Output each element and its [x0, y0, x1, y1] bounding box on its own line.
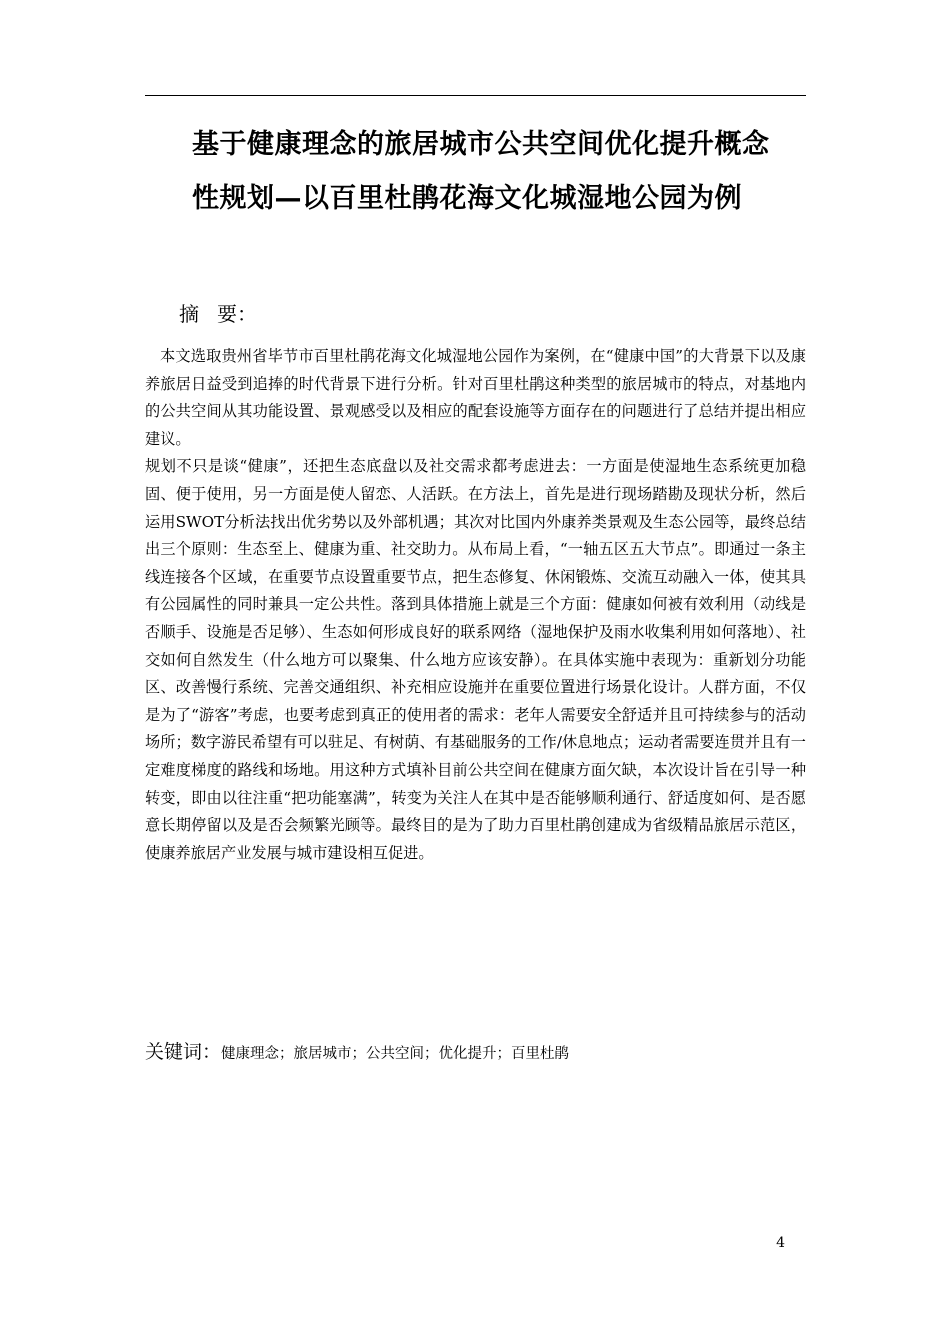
abstract-paragraph-1: 本文选取贵州省毕节市百里杜鹃花海文化城湿地公园作为案例，在“健康中国”的大背景下以及康养旅居日益受到追捧的时代背景下进行分析。针对百里杜鹃这种类型的旅居城市的特点，对基地内的公共空间从其功能设置、景观感受以及相应的配套设施等方面存在的问题进行了总结并提出相应建议。: [145, 347, 806, 448]
page-number: 4: [776, 1235, 785, 1251]
paper-title: [145, 118, 806, 226]
keywords: [145, 1038, 806, 1068]
abstract-heading: [179, 299, 257, 329]
header-rule: [145, 95, 806, 96]
keywords-label: 关键词：: [145, 1041, 222, 1063]
paper-title-line-1: 基于健康理念的旅居城市公共空间优化提升概念: [192, 129, 770, 160]
abstract-heading-char-1: 摘: [179, 302, 199, 326]
keywords-text: 健康理念；旅居城市；公共空间；优化提升；百里杜鹃: [221, 1046, 570, 1062]
abstract-heading-char-2: 要：: [217, 302, 257, 326]
abstract-body: [145, 343, 806, 867]
paper-title-line-2: 性规划—以百里杜鹃花海文化城湿地公园为例: [192, 183, 742, 214]
abstract-paragraph-2: 规划不只是谈“健康”，还把生态底盘以及社交需求都考虑进去：一方面是使湿地生态系统更加稳固、便于使用，另一方面是使人留恋、人活跃。在方法上，首先是进行现场踏勘及现状分析，然后运用SWOT分析法找出优劣势以及外部机遇；其次对比国内外康养类景观及生态公园等，最终总结出三个原则：生态至上、健康为重、社交助力。从布局上看，“一轴五区五大节点”。即通过一条主线连接各个区域，在重要节点设置重要节点，把生态修复、休闲锻炼、交流互动融入一体，使其具有公园属性的同时兼具一定公共性。落到具体措施上就是三个方面：健康如何被有效利用（动线是否顺手、设施是否足够）、生态如何形成良好的联系网络（湿地保护及雨水收集利用如何落地）、社交如何自然发生（什么地方可以聚集、什么地方应该安静）。在具体实施中表现为：重新划分功能区、改善慢行系统、完善交通组织、补充相应设施并在重要位置进行场景化设计。人群方面，不仅是为了“游客”考虑，也要考虑到真正的使用者的需求：老年人需要安全舒适并且可持续参与的活动场所；数字游民希望有可以驻足、有树荫、有基础服务的工作/休息地点；运动者需要连贯并且有一定难度梯度的路线和场地。用这种方式填补目前公共空间在健康方面欠缺，本次设计旨在引导一种转变，即由以往注重“把功能塞满”，转变为关注人在其中是否能够顺利通行、舒适度如何、是否愿意长期停留以及是否会频繁光顾等。最终目的是为了助力百里杜鹃创建成为省级精品旅居示范区，使康养旅居产业发展与城市建设相互促进。: [145, 457, 806, 862]
